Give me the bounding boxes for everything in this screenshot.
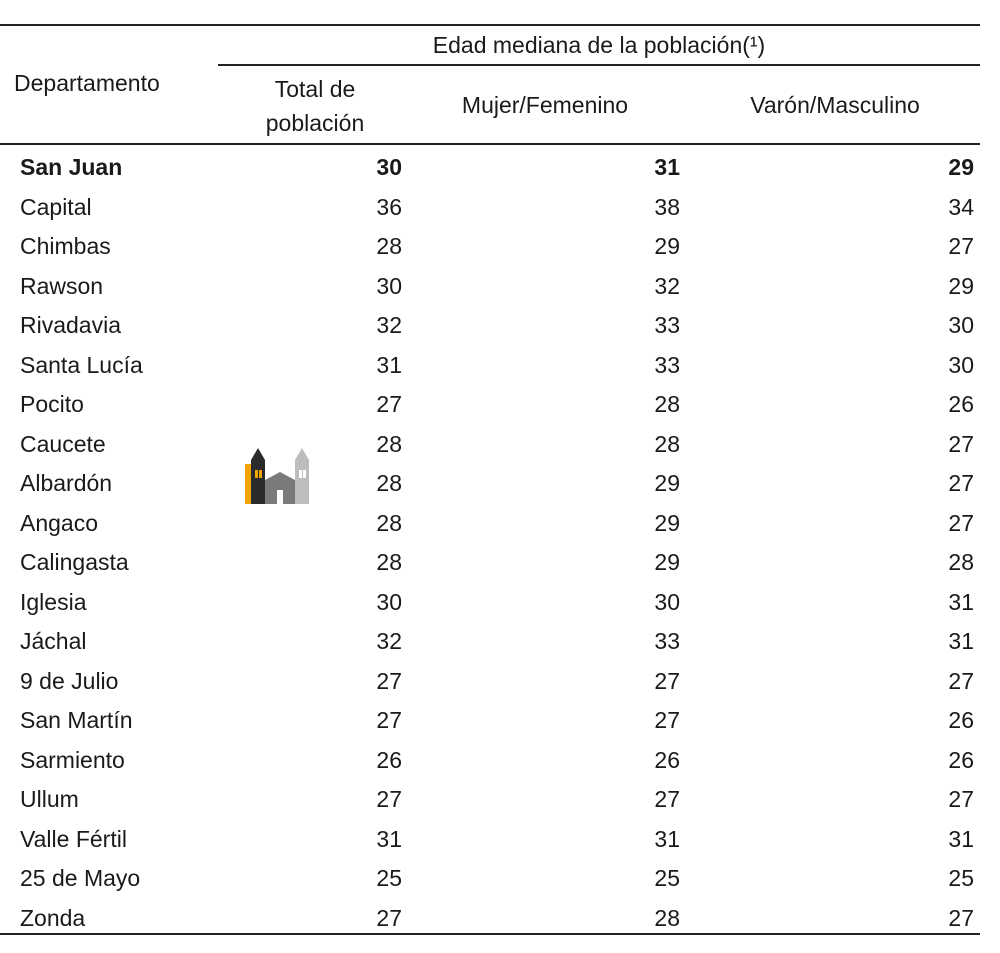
department-cell: 25 de Mayo (20, 865, 141, 891)
male-cell: 28 (948, 549, 974, 575)
table-row (0, 350, 980, 390)
table-row (0, 389, 980, 429)
table-top-rule (0, 24, 980, 26)
table-row (0, 508, 980, 548)
female-cell: 31 (654, 825, 680, 852)
department-cell: Albardón (20, 470, 113, 496)
table-row (0, 468, 980, 508)
department-cell: Santa Lucía (20, 351, 143, 378)
female-cell: 27 (654, 786, 680, 812)
table-row (0, 705, 980, 745)
male-cell: 30 (948, 312, 974, 338)
header-bottom-rule (0, 143, 980, 145)
male-cell: 27 (948, 470, 974, 496)
total-cell: 31 (376, 351, 402, 378)
male-cell: 34 (948, 193, 974, 220)
table-row (0, 784, 980, 824)
female-cell: 38 (654, 193, 680, 220)
female-cell: 32 (654, 272, 680, 299)
header-total (240, 72, 390, 140)
total-cell: 28 (376, 430, 402, 457)
department-cell: Pocito (20, 391, 84, 417)
male-cell: 26 (948, 391, 974, 417)
header-total-line1: Total de (274, 76, 356, 102)
female-cell: 31 (654, 154, 680, 180)
department-cell: Valle Fértil (20, 825, 127, 852)
male-cell: 31 (948, 825, 974, 852)
male-cell: 27 (948, 667, 974, 694)
table-bottom-rule (0, 933, 980, 935)
male-cell: 27 (948, 509, 974, 536)
female-cell: 28 (654, 391, 680, 417)
female-cell: 28 (654, 904, 680, 931)
total-cell: 30 (376, 588, 402, 615)
total-cell: 32 (376, 628, 402, 654)
total-cell: 36 (376, 193, 402, 220)
total-cell: 30 (376, 272, 402, 299)
table-body (0, 152, 980, 942)
male-cell: 30 (948, 351, 974, 378)
table-row (0, 310, 980, 350)
table-row (0, 666, 980, 706)
table-row (0, 587, 980, 627)
total-cell: 27 (376, 904, 402, 931)
male-cell: 29 (948, 272, 974, 299)
header-total-line2: población (265, 110, 365, 136)
male-cell: 26 (948, 746, 974, 773)
total-cell: 27 (376, 786, 402, 812)
male-cell: 31 (948, 588, 974, 615)
male-cell: 29 (948, 154, 974, 180)
male-cell: 25 (948, 865, 974, 891)
total-cell: 30 (376, 154, 402, 180)
department-cell: Rivadavia (20, 312, 121, 338)
female-cell: 26 (654, 746, 680, 773)
total-cell: 27 (376, 667, 402, 694)
header-male: Varón/Masculino (750, 92, 920, 118)
male-cell: 27 (948, 430, 974, 457)
department-cell: Angaco (20, 509, 99, 536)
department-cell: Calingasta (20, 549, 129, 575)
total-cell: 26 (376, 746, 402, 773)
department-cell: Iglesia (20, 588, 87, 615)
female-cell: 28 (654, 430, 680, 457)
male-cell: 31 (948, 628, 974, 654)
total-cell: 32 (376, 312, 402, 338)
female-cell: 29 (654, 470, 680, 496)
department-cell: Rawson (20, 272, 104, 299)
female-cell: 25 (654, 865, 680, 891)
table-row (0, 547, 980, 587)
church-towers-icon (245, 446, 315, 506)
female-cell: 33 (654, 628, 680, 654)
table-row (0, 863, 980, 903)
total-cell: 27 (376, 707, 402, 733)
table-row (0, 271, 980, 311)
department-cell: San Juan (20, 154, 123, 180)
female-cell: 30 (654, 588, 680, 615)
header-group-rule (218, 64, 980, 66)
department-cell: Sarmiento (20, 746, 125, 773)
department-cell: 9 de Julio (20, 667, 119, 694)
table-row-total (0, 152, 980, 192)
female-cell: 27 (654, 667, 680, 694)
total-cell: 28 (376, 509, 402, 536)
total-cell: 25 (376, 865, 402, 891)
female-cell: 29 (654, 549, 680, 575)
female-cell: 33 (654, 312, 680, 338)
table-row (0, 231, 980, 271)
female-cell: 29 (654, 509, 680, 536)
total-cell: 31 (376, 825, 402, 852)
female-cell: 27 (654, 707, 680, 733)
header-group-title: Edad mediana de la población(¹) (432, 32, 766, 58)
department-cell: Caucete (20, 430, 106, 457)
department-cell: Capital (20, 193, 92, 220)
table-row (0, 903, 980, 943)
department-cell: Ullum (20, 786, 79, 812)
header-female: Mujer/Femenino (461, 92, 629, 118)
total-cell: 28 (376, 470, 402, 496)
table-row (0, 626, 980, 666)
total-cell: 27 (376, 391, 402, 417)
male-cell: 26 (948, 707, 974, 733)
male-cell: 27 (948, 233, 974, 259)
department-cell: Chimbas (20, 233, 111, 259)
table-row (0, 824, 980, 864)
department-cell: Zonda (20, 904, 86, 931)
header-department: Departamento (14, 70, 160, 96)
total-cell: 28 (376, 233, 402, 259)
department-cell: San Martín (20, 707, 133, 733)
female-cell: 29 (654, 233, 680, 259)
male-cell: 27 (948, 904, 974, 931)
total-cell: 28 (376, 549, 402, 575)
table-row (0, 429, 980, 469)
table-row (0, 192, 980, 232)
male-cell: 27 (948, 786, 974, 812)
department-cell: Jáchal (20, 628, 87, 654)
table-row (0, 745, 980, 785)
female-cell: 33 (654, 351, 680, 378)
